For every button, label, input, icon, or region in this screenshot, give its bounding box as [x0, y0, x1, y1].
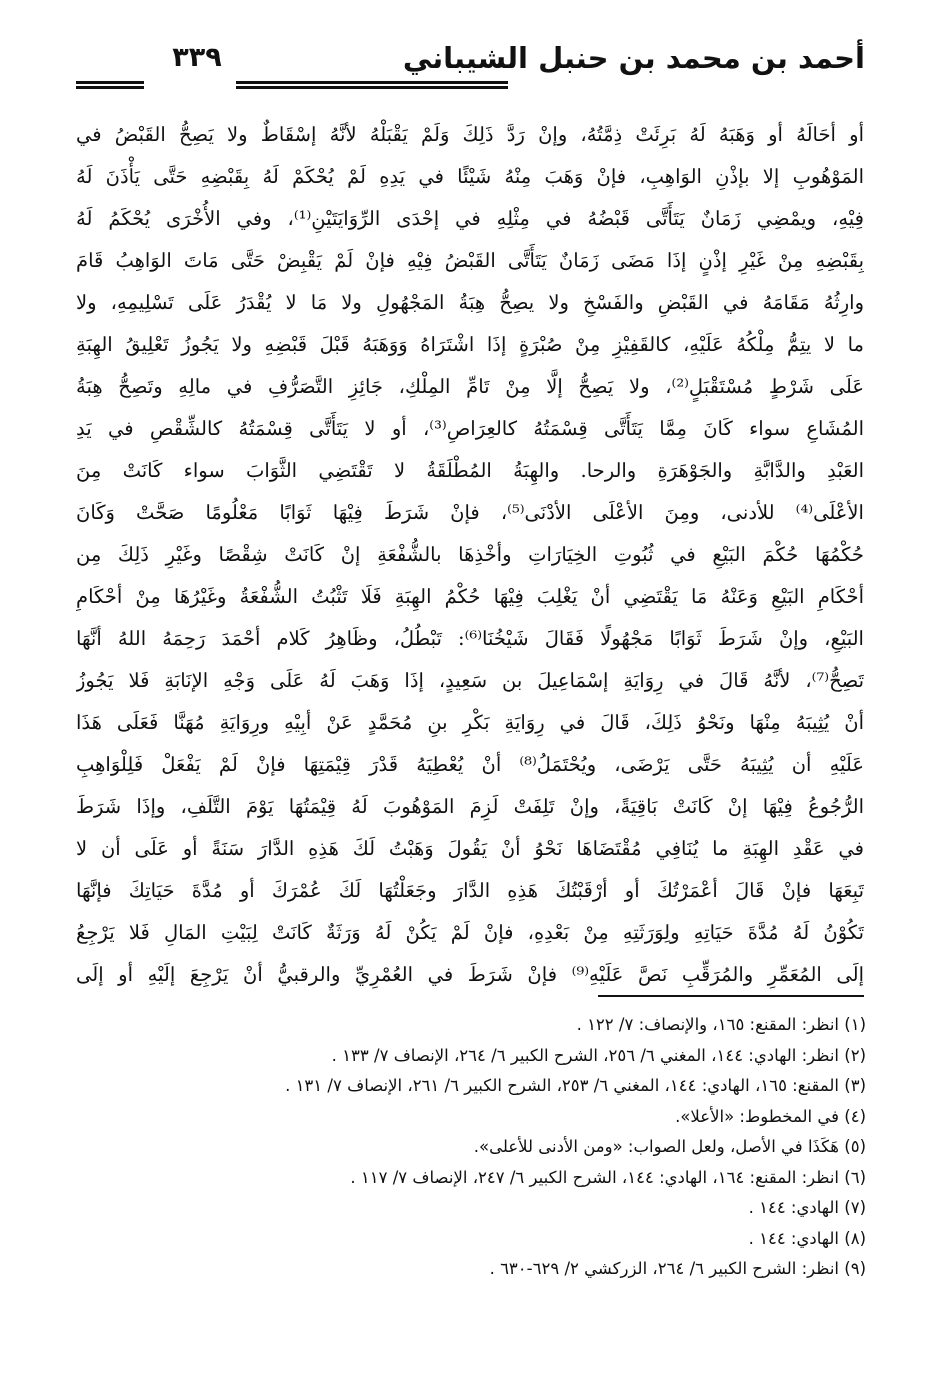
running-header: [70, 38, 865, 88]
text-line: الرُّجُوعُ فِيْهَا إنْ كَانَتْ بَاقِيَةً، وإنْ تَلِفَتْ لَزِمَ المَوْهُوبَ لَهُ قِيْمَتُهَا يَوْمَ التَّلَفِ، وإذَا شَرَطَ: [76, 795, 864, 818]
footnote-separator: [598, 995, 864, 997]
text-line: ما لا يتِمُّ مِلْكُهُ عَلَيْهِ، كالقَفِيْزِ مِنْ صُبْرَةٍ إذَا اشْتَرَاهُ وَوَهَبَهُ قَبْلَ قَبْضِهِ ولا يَجُوزُ تَعْلِيقُ الهِبَةِ: [76, 333, 864, 356]
footnote: (٩) انظر: الشرح الكبير ٦/ ٢٦٤، الزركشي ٢/ ٦٢٩-٦٣٠ .: [489, 1259, 866, 1278]
text-line: أحْكَامِ البَيْعِ وَعَنْهُ مَا يَقْتَضِي أنْ يَغْلِبَ فِيْهَا حُكْمُ الهِبَةِ فَلَا تَثْبُتُ الشُّفْعَةُ وغَيْرُهَا مِنْ أحْكَامِ: [76, 585, 864, 608]
page-number: ٣٣٩: [172, 42, 222, 73]
footnote: (١) انظر: المقنع: ١٦٥، والإنصاف: ٧/ ١٢٢ .: [576, 1015, 866, 1034]
main-text: [76, 114, 864, 996]
text-line: تَكُوْنُ لَهُ مُدَّةَ حَيَاتِهِ ولِوَرَثَتِهِ مِنْ بَعْدِهِ، فإنْ لَمْ يَكُنْ لَهُ وَرَثَةٌ كَانَتْ لِبَيْتِ المَالِ فَلا يَرْجِعُ: [76, 921, 864, 944]
footnote: (٣) المقنع: ١٦٥، الهادي: ١٤٤، المغني ٦/ ٢٥٣، الشرح الكبير ٦/ ٢٦١، الإنصاف ٧/ ١٣١ .: [285, 1076, 866, 1095]
footnote: (٨) الهادي: ١٤٤ .: [748, 1228, 866, 1248]
header-rule: [236, 86, 508, 89]
text-line: العَبْدِ والدَّابَّةِ والجَوْهَرَةِ والرحا. والهِبَةُ المُطْلَقَةُ لا تَقْتَضِي الثَّوَابَ سواء كَانَتْ مِنَ: [76, 459, 864, 482]
text-line: أنْ يُثِيبَهُ مِنْهَا ونَحْوُ ذَلِكَ، قَالَ في رِوَايَةِ بَكْرِ بنِ مُحَمَّدٍ عَنْ أبِيْهِ ورِوَايَةِ مُهَنَّا فَعَلَى هَذَا: [76, 711, 864, 734]
running-title: أحمد بن محمد بن حنبل الشيباني: [402, 41, 865, 75]
text-line: عَلَيْهِ أن يُثِيبَهُ حَتَّى يَرْضَى، ويُحْتَمَلُ⁽⁸⁾ أنْ يُعْطِيَهُ قَدْرَ قِيْمَتِهَا فإنْ لَمْ يَفْعَلْ فَلِلْوَاهِبِ: [76, 753, 864, 776]
text-line: فِيْهِ، ويمْضِي زَمَانٌ يَتَأَتَّى قَبْضُهُ في مِثْلِهِ في إحْدَى الرِّوَايَتَيْنِ⁽¹⁾، وفي الأُخْرَى يُحْكَمُ لَهُ: [76, 207, 864, 230]
text-line: البَيْعِ، وإنْ شَرَطَ ثَوَابًا مَجْهُولًا فَقَالَ شَيْخُنَا⁽⁶⁾: تَبْطُلُ، وظَاهِرُ كَلام أحْمَدَ رَحِمَهُ اللهُ أنَّهَا: [76, 627, 864, 650]
footnote: (٦) انظر: المقنع: ١٦٤، الهادي: ١٤٤، الشرح الكبير ٦/ ٢٤٧، الإنصاف ٧/ ١١٧ .: [350, 1167, 866, 1187]
footnote: (٢) انظر: الهادي: ١٤٤، المغني ٦/ ٢٥٦، الشرح الكبير ٦/ ٢٦٤، الإنصاف ٧/ ١٣٣ .: [331, 1045, 866, 1065]
text-line: عَلَى شَرْطٍ مُسْتَقْبَلٍ⁽²⁾، ولا يَصِحُّ إلَّا مِنْ تَامِّ المِلْكِ، جَائِزِ التَّصَرُّفِ في مالِهِ وتَصِحُّ هِبَةُ: [76, 375, 864, 398]
text-line: حُكْمُهَا حُكْمَ البَيْعِ في ثُبُوتِ الخِيَارَاتِ وأخْذِهَا بالشُّفْعَةِ إنْ كَانَتْ شِقْصًا وغَيْرِ ذَلِكَ مِن: [76, 543, 864, 566]
text-line: الأعْلَى⁽⁴⁾ للأدنى، ومِنَ الأعْلَى الأدْنَى⁽⁵⁾، فإنْ شَرَطَ فِيْهَا ثَوَابًا مَعْلُومًا صَحَّتْ وَكَانَ: [76, 501, 864, 524]
text-line: أو أحَالَهُ أو وَهَبَهُ لَهُ بَرِئَتْ ذِمَّتُهُ، وإنْ رَدَّ ذَلِكَ وَلَمْ يَقْبَلْهُ لأنَّهُ إسْقَاطٌ ولا يَصِحُّ القَبْضُ في: [76, 123, 864, 146]
text-line: المُشَاعِ سواء كَانَ مِمَّا يَتَأَتَّى قِسْمَتُهُ كالعِرَاصِ⁽³⁾، أو لا يَتَأَتَّى قِسْمَتُهُ كالشِّقْصِ في يَدِ: [76, 417, 864, 440]
text-line: وارِثُهُ مَقَامَهُ في القَبْضِ والفَسْخِ ولا يصِحُّ هِبَةُ المَجْهُولِ ولا مَا لا يُقْدَرُ عَلَى تَسْلِيمِهِ، ولا: [76, 291, 864, 314]
text-line: تَصِحُّ⁽⁷⁾، لأنَّهُ قَالَ في رِوَايَةِ إسْمَاعِيلَ بن سَعِيدٍ، إذَا وَهَبَ لَهُ عَلَى وَجْهِ الإنَابَةِ فَلا يَجُوزُ: [76, 669, 864, 692]
header-rule: [76, 86, 144, 89]
text-line: تَبِعَهَا فإنْ قَالَ أعْمَرْتُكَ أو أرْقَبْتُكَ هَذِهِ الدَّارَ وجَعَلْتُهَا لَكَ عُمْرَكَ أو مُدَّةَ حَيَاتِكَ فإنَّهَا: [76, 879, 864, 902]
text-line: المَوْهُوبِ إلا بإذْنِ الوَاهِبِ، فإنْ وَهَبَ مِنْهُ شَيْئًا في يَدِهِ لَمْ يُحْكَمْ لَهُ بِقَبْضِهِ حَتَّى يَأْذَنَ لَهُ: [76, 165, 864, 188]
header-rule: [236, 81, 508, 84]
text-line: إلَى المُعَمِّرِ والمُرَقِّبِ نَصَّ عَلَيْهِ⁽⁹⁾ فإنْ شَرَطَ في العُمْرِيِّ والرقبيُّ أنْ يَرْجِعَ إلَيْهِ أو إلَى: [76, 963, 864, 986]
text-line: في عَقْدِ الهِبَةِ ما يُنَافِي مُقْتَضَاهَا نَحْوُ أنْ يَقُولَ وَهَبْتُ لَكَ هَذِهِ الدَّارَ سَنَةً أو عَلَى أن لا: [76, 837, 864, 860]
footnote: (٥) هَكَذَا في الأصل، ولعل الصواب: «ومن الأدنى للأعلى».: [473, 1137, 866, 1156]
footnotes: [130, 1010, 866, 1285]
header-rule: [76, 81, 144, 84]
footnote: (٧) الهادي: ١٤٤ .: [748, 1198, 866, 1217]
text-line: بِقَبْضِهِ مِنْ غَيْرِ إذْنٍ إذَا مَضَى زَمَانٌ يَتَأَتَّى القَبْضُ فِيْهِ فإنْ لَمْ يَقْبِضْ حَتَّى مَاتَ الوَاهِبُ قَامَ: [76, 249, 864, 272]
footnote: (٤) في المخطوط: «الأعلا».: [675, 1106, 866, 1126]
